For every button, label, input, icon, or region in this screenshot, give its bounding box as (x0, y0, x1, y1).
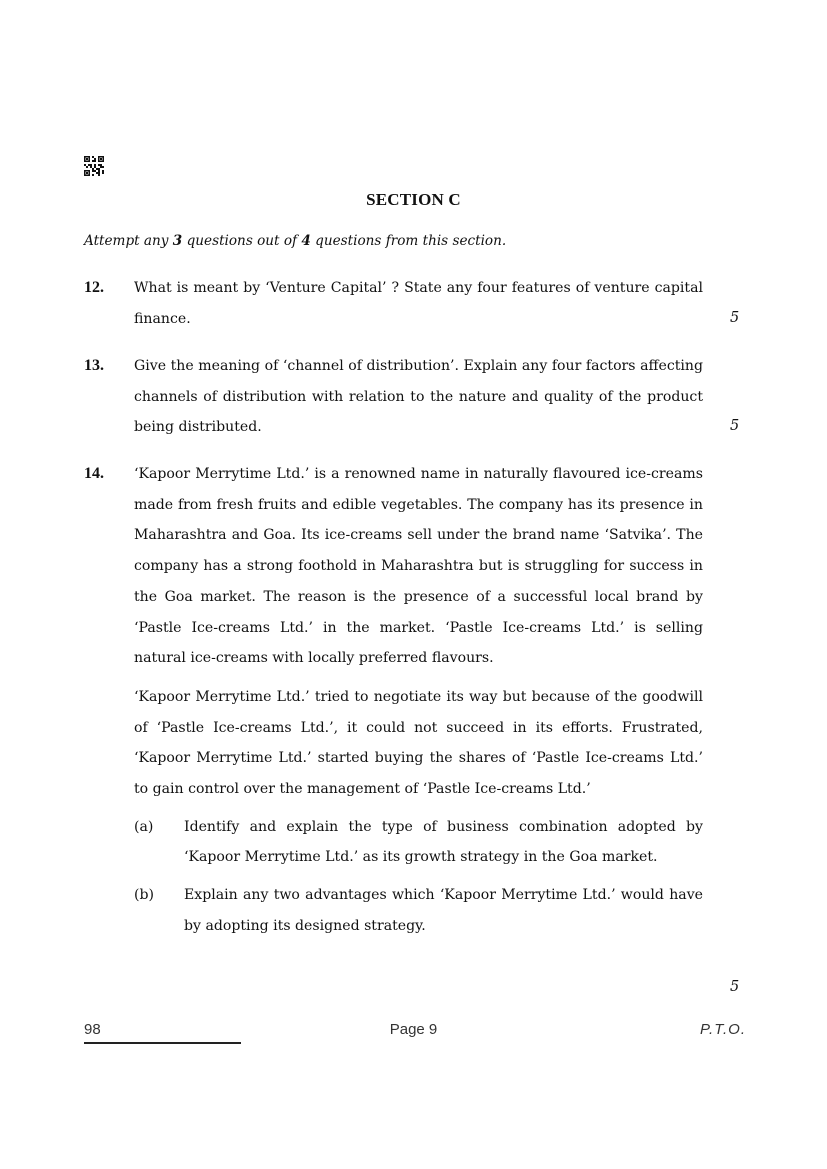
question-14-marks: 5 (730, 979, 740, 995)
sub-question-b (134, 880, 703, 941)
case-paragraph-1: ‘Kapoor Merrytime Ltd.’ is a renowned name in naturally flavoured ice-creams made from fresh fruits and edible vegetables. The company has its presence in Maharashtra and Goa. Its ice-creams sell under the brand name ‘Satvika’. The company has a strong foothold in Maharashtra but is struggling for success in the Goa market. The reason is the presence of a successful local brand by ‘Pastle Ice-creams Ltd.’ in the market. ‘Pastle Ice-creams Ltd.’ is selling natural ice-creams with locally preferred flavours. (134, 466, 703, 667)
question-text (134, 351, 703, 443)
instruction-text-end: questions from this section. (310, 233, 507, 249)
footer-rule (84, 1042, 241, 1044)
question-12-marks: 5 (730, 310, 740, 326)
question-text (134, 273, 703, 334)
page-number: Page 9 (389, 1021, 438, 1038)
question-number: 12. (84, 279, 104, 296)
question-13-text: Give the meaning of ‘channel of distribution’. Explain any four factors affecting channels of distribution with relation to the nature and quality of the product being distributed. (134, 358, 703, 436)
instruction-total-count: 4 (301, 233, 311, 249)
qr-code-icon (84, 156, 104, 176)
sub-question-text: Explain any two advantages which ‘Kapoor Merrytime Ltd.’ would have by adopting its designed strategy. (184, 887, 703, 934)
paper-code: 98 (84, 1021, 101, 1038)
question-13-marks: 5 (730, 418, 740, 434)
question-number: 14. (84, 465, 104, 482)
question-number: 13. (84, 357, 104, 374)
section-title: SECTION C (366, 190, 461, 209)
question-12-text: What is meant by ‘Venture Capital’ ? State any four features of venture capital finance. (134, 280, 703, 327)
instruction-text-start: Attempt any (84, 233, 173, 249)
sub-question-label: (b) (134, 887, 155, 904)
question-text (134, 459, 703, 942)
instruction-text-middle: questions out of (182, 233, 302, 249)
sub-question-label: (a) (134, 818, 154, 835)
case-paragraph-2: ‘Kapoor Merrytime Ltd.’ tried to negotiate its way but because of the goodwill of ‘Pastle Ice-creams Ltd.’, it could not succeed in its efforts. Frustrated, ‘Kapoor Merrytime Ltd.’ started buying the shares of ‘Pastle Ice-creams Ltd.’ to gain control over the management of ‘Pastle Ice-creams Ltd.’ (134, 688, 703, 798)
sub-question-text: Identify and explain the type of business combination adopted by ‘Kapoor Merrytime Ltd.’ as its growth strategy in the Goa market. (184, 818, 703, 866)
please-turn-over: P.T.O. (699, 1021, 746, 1038)
instruction-attempt-count: 3 (172, 233, 183, 249)
sub-question-a (134, 812, 703, 873)
section-instruction (84, 233, 506, 249)
